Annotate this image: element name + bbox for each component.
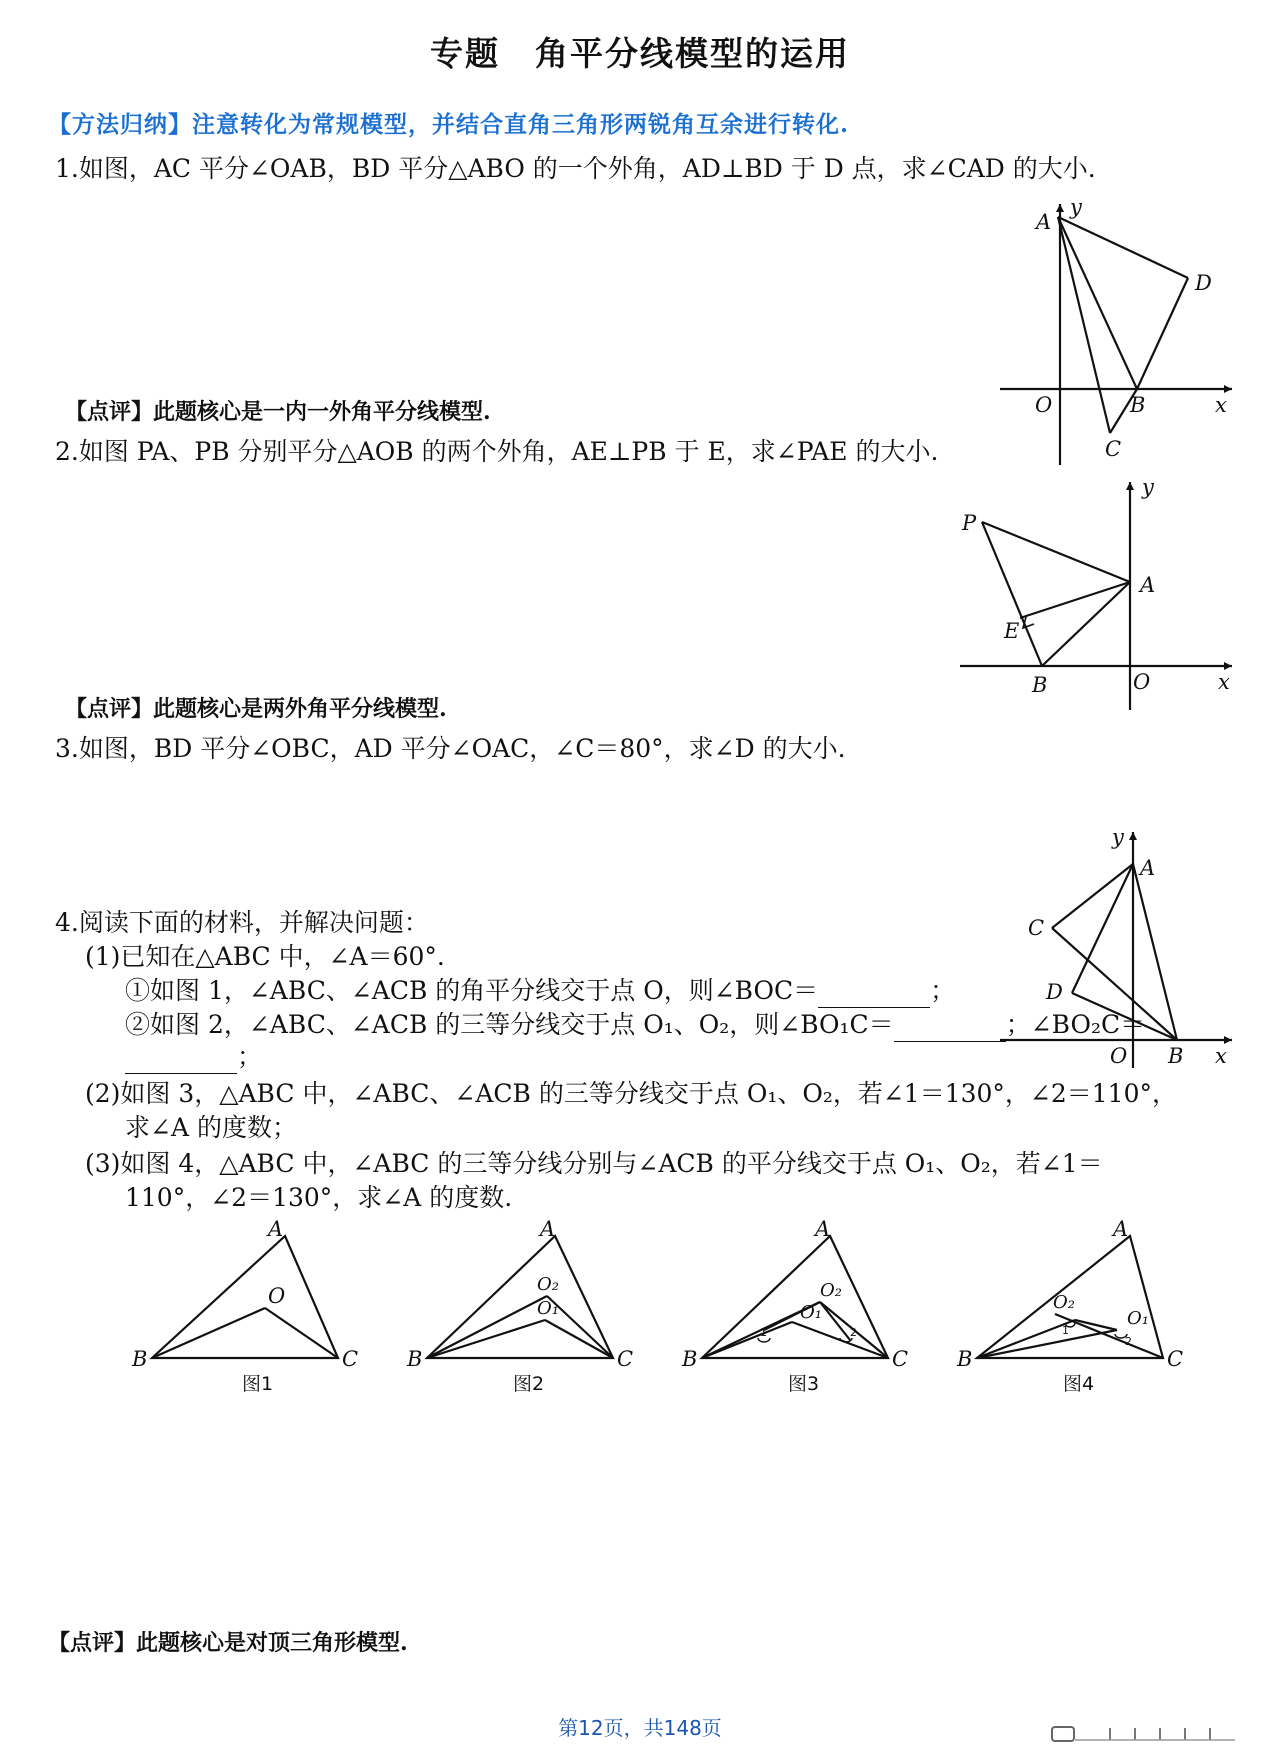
question-1-text: 1.如图，AC 平分∠OAB，BD 平分△ABO 的一个外角，AD⊥BD 于 D 点，求∠CAD 的大小.	[55, 154, 1096, 183]
q2-label-y: y	[1142, 475, 1154, 499]
fig1-caption: 图1	[242, 1373, 274, 1395]
q2-label-o: O	[1133, 670, 1151, 694]
answer-blank-bo1c[interactable]	[894, 1019, 1006, 1042]
figure-1	[130, 1212, 370, 1395]
page-title: 专题 角平分线模型的运用	[430, 34, 850, 73]
figure-2	[405, 1212, 645, 1395]
fig4-seg-bo1	[977, 1330, 1117, 1358]
question-4-part-2b: 求∠A 的度数；	[125, 1113, 297, 1142]
question-4-part-1b-end: ；	[237, 1042, 263, 1071]
figure-4	[955, 1212, 1195, 1395]
fig3-caption: 图3	[788, 1373, 820, 1395]
q2-label-e: E	[1004, 619, 1020, 643]
q2-seg-ae	[1020, 582, 1130, 618]
fig2-seg-bo1	[427, 1320, 545, 1358]
question-1-figure	[1000, 195, 1240, 470]
question-4-intro: 4.阅读下面的材料，并解决问题：	[55, 908, 429, 937]
question-3-text: 3.如图，BD 平分∠OBC，AD 平分∠OAC，∠C＝80°，求∠D 的大小.	[55, 734, 846, 763]
question-4-part-1b-mid: ；∠BO₂C＝	[1005, 1010, 1146, 1039]
fig4-caption: 图4	[1063, 1373, 1095, 1395]
fig3-seg-bo1	[702, 1322, 792, 1358]
q1-seg-ac	[1058, 217, 1110, 433]
fig4-label-b: B	[957, 1347, 973, 1371]
question-4-note: 【点评】此题核心是对顶三角形模型.	[48, 1630, 408, 1656]
question-4-part-1a-text: ①如图 1，∠ABC、∠ACB 的角平分线交于点 O，则∠BOC＝	[125, 976, 819, 1005]
fig2-label-b: B	[407, 1347, 423, 1371]
fig2-label-c: C	[617, 1347, 634, 1371]
fig2-label-o2: O₂	[537, 1274, 559, 1295]
fig4-label-o2: O₂	[1053, 1292, 1075, 1313]
fig3-label-1: 1	[760, 1326, 767, 1339]
question-4-part-1b-cont	[125, 1040, 262, 1074]
figure-3	[680, 1212, 920, 1395]
q2-seg-ab	[1042, 582, 1130, 666]
page-scroll-indicator[interactable]	[1050, 1726, 1240, 1742]
q2-label-b: B	[1032, 673, 1048, 697]
q1-label-a: A	[1036, 210, 1052, 234]
fig3-label-o1: O₁	[800, 1302, 822, 1323]
q3-label-o: O	[1110, 1044, 1128, 1068]
q3-label-x: x	[1215, 1044, 1227, 1068]
question-4-part-1b-text: ②如图 2，∠ABC、∠ACB 的三等分线交于点 O₁、O₂，则∠BO₁C＝	[125, 1010, 894, 1039]
fig1-label-b: B	[132, 1347, 148, 1371]
q3-label-y: y	[1112, 825, 1124, 849]
fig2-seg-bo2	[427, 1296, 547, 1358]
fig2-label-o1: O₁	[537, 1298, 559, 1319]
fig4-label-c: C	[1167, 1347, 1184, 1371]
fig4-label-2: 2	[1125, 1335, 1132, 1348]
answer-blank-boc[interactable]	[818, 985, 930, 1008]
fig1-label-a: A	[268, 1217, 284, 1241]
q1-label-o: O	[1035, 393, 1053, 417]
q3-label-c: C	[1028, 916, 1045, 940]
q1-label-x: x	[1215, 393, 1227, 417]
fig4-label-a: A	[1113, 1217, 1129, 1241]
q2-label-a: A	[1140, 573, 1156, 597]
q1-seg-db	[1137, 278, 1188, 389]
page-number: 第12页，共148页	[558, 1716, 722, 1740]
fig2-triangle	[427, 1236, 613, 1358]
question-4-part-3a: (3)如图 4，△ABC 中，∠ABC 的三等分线分别与∠ACB 的平分线交于点 O₁、O₂，若∠1＝	[85, 1149, 1103, 1178]
q1-seg-ab	[1058, 217, 1137, 389]
q1-label-b: B	[1130, 393, 1146, 417]
question-1-note: 【点评】此题核心是一内一外角平分线模型.	[65, 399, 491, 425]
fig4-label-1: 1	[1062, 1324, 1069, 1337]
q1-seg-ad	[1058, 217, 1188, 278]
question-4-part-2a: (2)如图 3，△ABC 中，∠ABC、∠ACB 的三等分线交于点 O₁、O₂，若∠1＝130°，∠2＝110°，	[85, 1079, 1177, 1108]
fig1-label-c: C	[342, 1347, 359, 1371]
fig3-label-c: C	[892, 1347, 909, 1371]
q3-label-b: B	[1168, 1044, 1184, 1068]
fig3-label-o2: O₂	[820, 1280, 842, 1301]
fig4-seg-bo2	[977, 1320, 1075, 1358]
question-4-part-1a-end: ；	[930, 976, 956, 1005]
fig2-caption: 图2	[513, 1373, 545, 1395]
q1-label-d: D	[1195, 271, 1212, 295]
fig4-label-o1: O₁	[1127, 1308, 1149, 1329]
fig2-label-a: A	[540, 1217, 556, 1241]
question-2-note: 【点评】此题核心是两外角平分线模型.	[65, 696, 447, 722]
q2-label-p: P	[962, 511, 977, 535]
question-2-figure	[960, 475, 1240, 728]
question-4-part-1: (1)已知在△ABC 中，∠A＝60°.	[85, 942, 445, 971]
q3-label-a: A	[1140, 856, 1156, 880]
question-4-part-1b	[125, 1008, 1145, 1042]
fig3-label-2: 2	[850, 1326, 857, 1339]
fig3-triangle	[702, 1236, 888, 1358]
fig3-label-b: B	[682, 1347, 698, 1371]
q2-label-x: x	[1218, 670, 1230, 694]
fig1-label-o: O	[268, 1284, 286, 1308]
q3-label-d: D	[1046, 980, 1063, 1004]
question-4-part-1a	[125, 974, 955, 1008]
answer-blank-bo2c[interactable]	[125, 1051, 237, 1074]
question-4-part-3b: 110°，∠2＝130°，求∠A 的度数.	[125, 1183, 513, 1212]
fig1-seg-bo	[152, 1308, 265, 1358]
q3-seg-ca	[1052, 864, 1133, 928]
q1-label-c: C	[1105, 437, 1122, 461]
method-summary: 【方法归纳】注意转化为常规模型，并结合直角三角形两锐角互余进行转化.	[48, 111, 850, 138]
fig3-label-a: A	[815, 1217, 831, 1241]
question-2-text: 2.如图 PA、PB 分别平分△AOB 的两个外角，AE⊥PB 于 E，求∠PAE 的大小.	[55, 437, 939, 466]
q1-label-y: y	[1070, 195, 1082, 219]
